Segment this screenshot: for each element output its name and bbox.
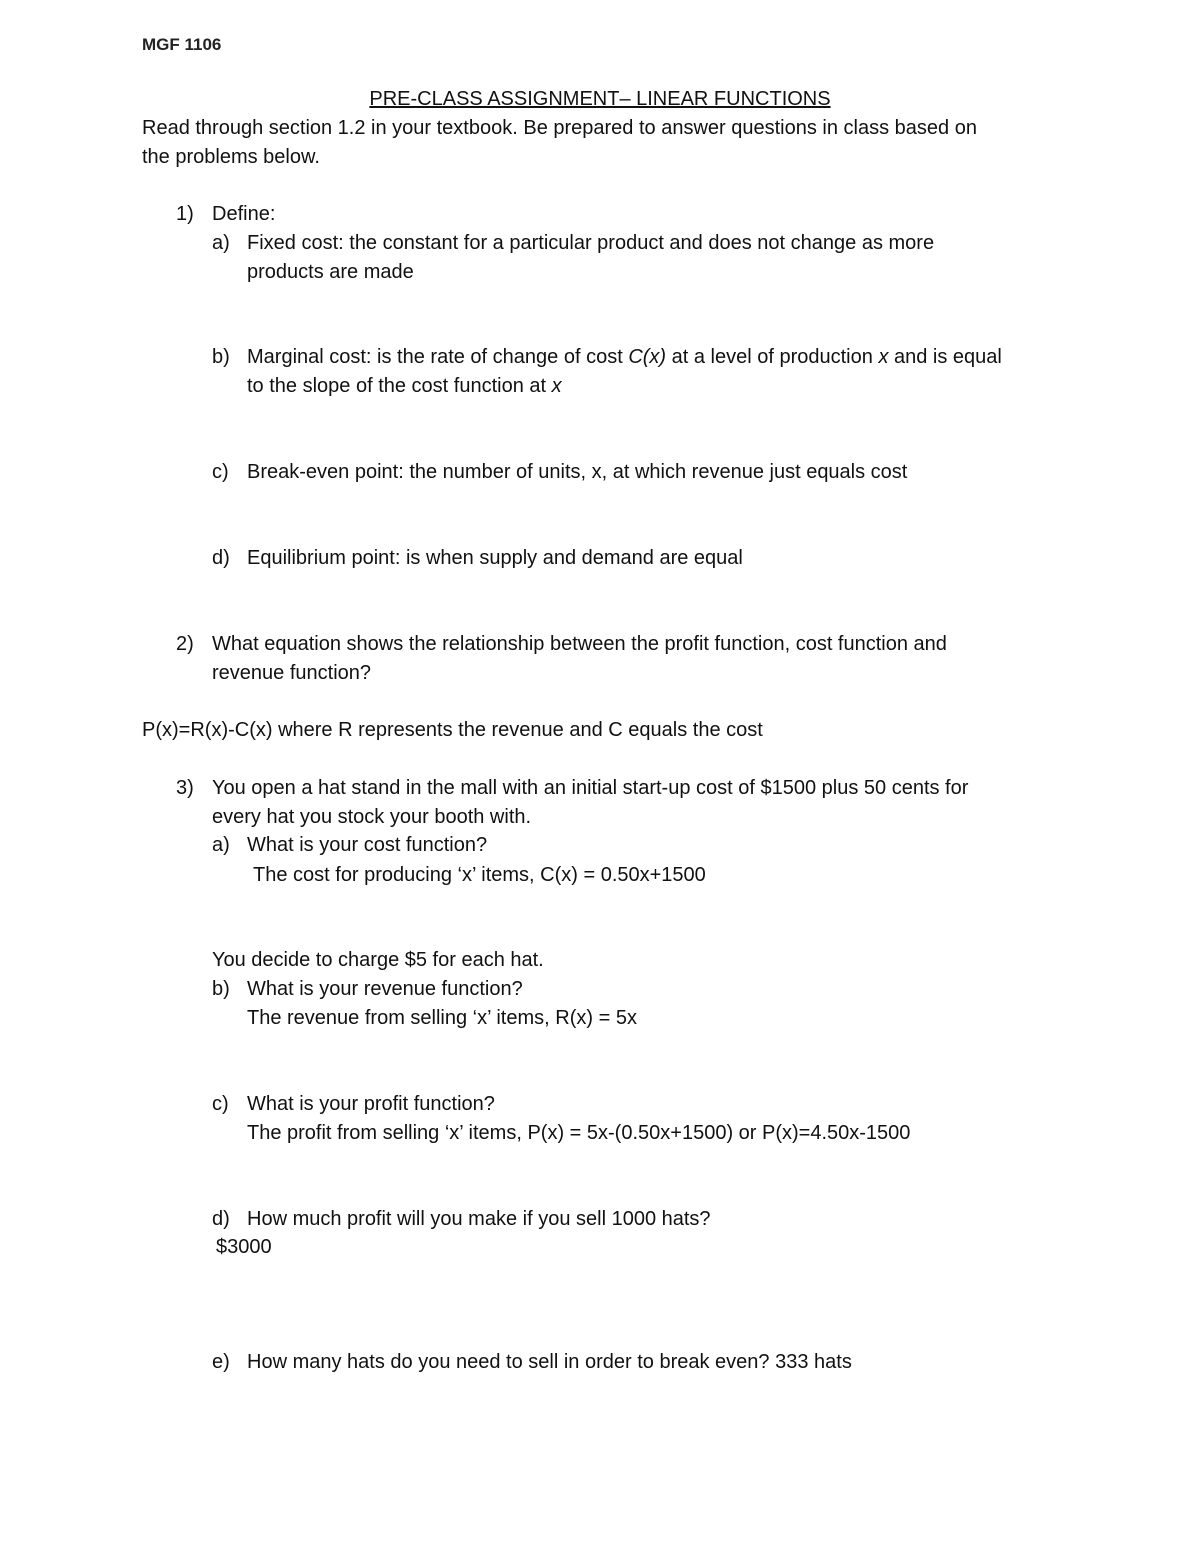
q1-number: 1) — [176, 203, 194, 225]
q1b-var-x-2: x — [551, 375, 562, 397]
q2-number: 2) — [176, 633, 194, 655]
q2-line-1: What equation shows the relationship between the profit function, cost function and — [212, 633, 947, 655]
q1a-letter: a) — [212, 232, 230, 254]
q1c-text: Break-even point: the number of units, x, at which revenue just equals cost — [247, 461, 908, 483]
intro-line-2: the problems below. — [142, 146, 320, 168]
q3a-question: What is your cost function? — [247, 834, 488, 856]
q3b-letter: b) — [212, 978, 230, 1000]
q3c-letter: c) — [212, 1093, 229, 1115]
page-title: PRE-CLASS ASSIGNMENT– LINEAR FUNCTIONS — [369, 88, 831, 110]
q1b-line-1 — [247, 343, 1002, 372]
intro-line-1: Read through section 1.2 in your textbook. Be prepared to answer questions in class based on — [142, 117, 977, 139]
q1b-text-c: and is equal — [888, 346, 1002, 368]
q3-line-1: You open a hat stand in the mall with an initial start-up cost of $1500 plus 50 cents for — [212, 777, 969, 799]
q1d-letter: d) — [212, 547, 230, 569]
q3d-answer: $3000 — [216, 1236, 272, 1258]
q3d-question: How much profit will you make if you sell 1000 hats? — [247, 1208, 711, 1230]
q1b-text-b: at a level of production — [666, 346, 879, 368]
q3-number: 3) — [176, 777, 194, 799]
q2-line-2: revenue function? — [212, 662, 372, 684]
q3-line-2: every hat you stock your booth with. — [212, 806, 532, 828]
q1b-text-a: Marginal cost: is the rate of change of cost — [247, 346, 629, 368]
q3a-answer: The cost for producing ‘x’ items, C(x) = 0.50x+1500 — [253, 864, 706, 886]
q1b-letter: b) — [212, 346, 230, 368]
q3d-letter: d) — [212, 1208, 230, 1230]
q3b-answer: The revenue from selling ‘x’ items, R(x) = 5x — [247, 1007, 637, 1029]
q2-answer: P(x)=R(x)-C(x) where R represents the revenue and C equals the cost — [142, 719, 763, 741]
q1d-text: Equilibrium point: is when supply and demand are equal — [247, 547, 743, 569]
q3-price-note: You decide to charge $5 for each hat. — [212, 949, 544, 971]
q1b-line-2 — [247, 372, 562, 401]
q1a-line-1: Fixed cost: the constant for a particular product and does not change as more — [247, 232, 935, 254]
q1a-line-2: products are made — [247, 261, 414, 283]
q3c-answer: The profit from selling ‘x’ items, P(x) = 5x-(0.50x+1500) or P(x)=4.50x-1500 — [247, 1122, 911, 1144]
course-code: MGF 1106 — [142, 35, 222, 54]
q3c-question: What is your profit function? — [247, 1093, 495, 1115]
q1b-var-x: x — [878, 346, 889, 368]
q3e-letter: e) — [212, 1351, 230, 1373]
q1b-text-d: to the slope of the cost function at — [247, 375, 552, 397]
q1b-var-cx: C(x) — [628, 346, 667, 368]
q1c-letter: c) — [212, 461, 229, 483]
q3b-question: What is your revenue function? — [247, 978, 523, 1000]
q1-label: Define: — [212, 203, 276, 225]
q3e-question: How many hats do you need to sell in order to break even? 333 hats — [247, 1351, 852, 1373]
q3a-letter: a) — [212, 834, 230, 856]
